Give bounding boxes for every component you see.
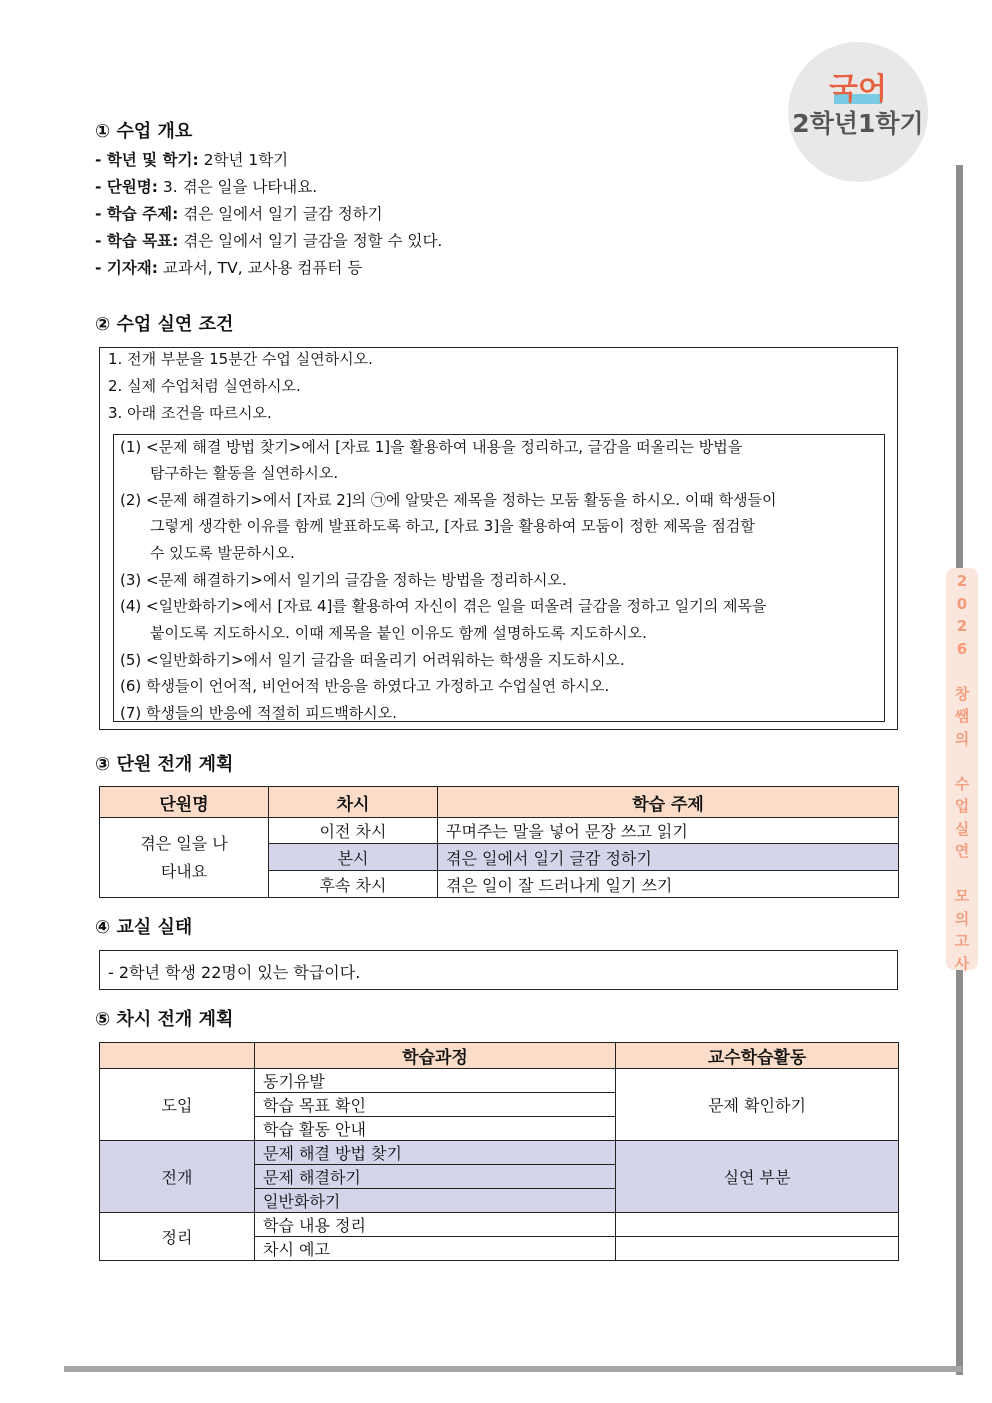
info-line	[95, 202, 383, 224]
header-cell: 교수학습활동	[616, 1043, 899, 1069]
condition-line: 2. 실제 수업처럼 실연하시오.	[108, 377, 301, 395]
badge-subject: 국어	[829, 72, 887, 107]
stage-cell: 정리	[100, 1213, 255, 1261]
section-2-title: ② 수업 실연 조건	[95, 314, 234, 335]
side-tab-char: 연	[954, 842, 970, 860]
sub-condition-line: 탐구하는 활동을 실연하시오.	[150, 464, 339, 482]
empty-cell	[616, 1237, 899, 1261]
subject-badge	[788, 42, 928, 182]
stage-cell: 전개	[100, 1141, 255, 1213]
side-tab-char: 모	[954, 887, 970, 905]
side-tab-char	[946, 863, 978, 886]
session-cell: 후속 차시	[269, 871, 438, 898]
badge-grade: 2학년1학기	[792, 109, 924, 138]
step-cell: 문제 해결 방법 찾기	[255, 1141, 616, 1165]
stage-cell: 도입	[100, 1069, 255, 1141]
header-cell: 단원명	[100, 787, 269, 818]
side-tab-char: 사	[954, 954, 970, 973]
section-1-title: ① 수업 개요	[95, 121, 193, 142]
sub-condition-line: 그렇게 생각한 이유를 함께 발표하도록 하고, [자료 3]을 활용하여 모둠이 정한 제목을 점검할	[150, 517, 755, 535]
info-label: - 학습 목표:	[95, 232, 179, 250]
sub-condition-line: (4) <일반화하기>에서 [자료 4]를 활용하여 자신이 겪은 일을 떠올려 글감을 정하고 일기의 제목을	[120, 597, 767, 615]
info-line	[95, 175, 317, 197]
info-label: - 단원명:	[95, 178, 158, 196]
unit-name-cell	[100, 818, 269, 898]
side-tab-char: 실	[954, 819, 970, 838]
info-line	[95, 148, 288, 170]
condition-line: 3. 아래 조건을 따르시오.	[108, 404, 272, 422]
sub-condition-line: (5) <일반화하기>에서 일기 글감을 떠올리기 어려워하는 학생을 지도하시오.	[120, 651, 625, 669]
step-cell: 문제 해결하기	[255, 1165, 616, 1189]
side-tab-char: 2	[956, 617, 968, 635]
info-line	[95, 256, 362, 278]
side-tab	[946, 568, 978, 973]
side-tab-char: 수	[954, 774, 970, 793]
info-label: - 학년 및 학기:	[95, 151, 199, 169]
sub-condition-line: (2) <문제 해결하기>에서 [자료 2]의 ㉠에 알맞은 제목을 정하는 모둠 활동을 하시오. 이때 학생들이	[120, 491, 777, 509]
info-value: 겪은 일에서 일기 글감을 정할 수 있다.	[178, 232, 443, 250]
header-cell: 학습 주제	[438, 787, 899, 818]
info-label: - 기자재:	[95, 259, 158, 277]
side-tab-char: 고	[954, 932, 970, 950]
info-value: 3. 겪은 일을 나타내요.	[157, 178, 318, 196]
info-value: 겪은 일에서 일기 글감 정하기	[178, 205, 383, 223]
topic-cell: 겪은 일이 잘 드러나게 일기 쓰기	[438, 871, 899, 898]
step-cell: 학습 내용 정리	[255, 1213, 616, 1237]
header-cell	[100, 1043, 255, 1069]
sub-condition-line: (3) <문제 해결하기>에서 일기의 글감을 정하는 방법을 정리하시오.	[120, 571, 567, 589]
condition-line: 1. 전개 부분을 15분간 수업 실연하시오.	[108, 350, 373, 368]
lesson-plan-table	[99, 1042, 899, 1261]
side-tab-char: 업	[954, 797, 970, 815]
header-cell: 차시	[269, 787, 438, 818]
sub-condition-line: (6) 학생들이 언어적, 비언어적 반응을 하였다고 가정하고 수업실연 하시오.	[120, 677, 610, 695]
section-3-title: ③ 단원 전개 계획	[95, 754, 234, 775]
side-tab-char: 의	[954, 909, 970, 928]
topic-cell: 꾸며주는 말을 넣어 문장 쓰고 읽기	[438, 818, 899, 844]
activity-cell: 실연 부분	[616, 1141, 899, 1213]
step-cell: 동기유발	[255, 1069, 616, 1093]
sub-condition-line: 수 있도록 발문하시오.	[150, 544, 295, 562]
activity-cell: 문제 확인하기	[616, 1069, 899, 1141]
step-cell: 학습 목표 확인	[255, 1093, 616, 1117]
info-label: - 학습 주제:	[95, 205, 179, 223]
info-value: 교과서, TV, 교사용 컴퓨터 등	[157, 259, 363, 277]
side-tab-char: 6	[956, 639, 968, 658]
side-tab-char: 창	[954, 684, 970, 703]
sub-condition-line: 붙이도록 지도하시오. 이때 제목을 붙인 이유도 함께 설명하도록 지도하시오.	[150, 624, 647, 642]
classroom-text: - 2학년 학생 22명이 있는 학급이다.	[108, 963, 361, 982]
side-tab-char: 쌤	[954, 707, 970, 725]
step-cell: 차시 예고	[255, 1237, 616, 1261]
side-tab-char	[946, 750, 978, 773]
info-line	[95, 229, 442, 251]
side-tab-char: 의	[954, 729, 970, 748]
step-cell: 학습 활동 안내	[255, 1117, 616, 1141]
header-cell: 학습과정	[255, 1043, 616, 1069]
step-cell: 일반화하기	[255, 1189, 616, 1213]
unit-name: 겪은 일을 나타내요	[140, 833, 228, 881]
session-cell: 이전 차시	[269, 818, 438, 844]
section-5-title: ⑤ 차시 전개 계획	[95, 1009, 234, 1030]
unit-plan-table	[99, 786, 899, 898]
section-4-title: ④ 교실 실태	[95, 917, 193, 938]
side-tab-char	[946, 660, 978, 683]
topic-cell: 겪은 일에서 일기 글감 정하기	[438, 844, 899, 871]
session-cell: 본시	[269, 844, 438, 871]
side-tab-char: 2	[956, 572, 968, 590]
sub-condition-line: (1) <문제 해결 방법 찾기>에서 [자료 1]을 활용하여 내용을 정리하고, 글감을 떠올리는 방법을	[120, 438, 743, 456]
info-value: 2학년 1학기	[198, 151, 289, 169]
bottom-border-line	[64, 1366, 962, 1372]
side-tab-char: 0	[956, 594, 968, 613]
sub-condition-line: (7) 학생들의 반응에 적절히 피드백하시오.	[120, 704, 397, 722]
activity-cell	[616, 1213, 899, 1237]
